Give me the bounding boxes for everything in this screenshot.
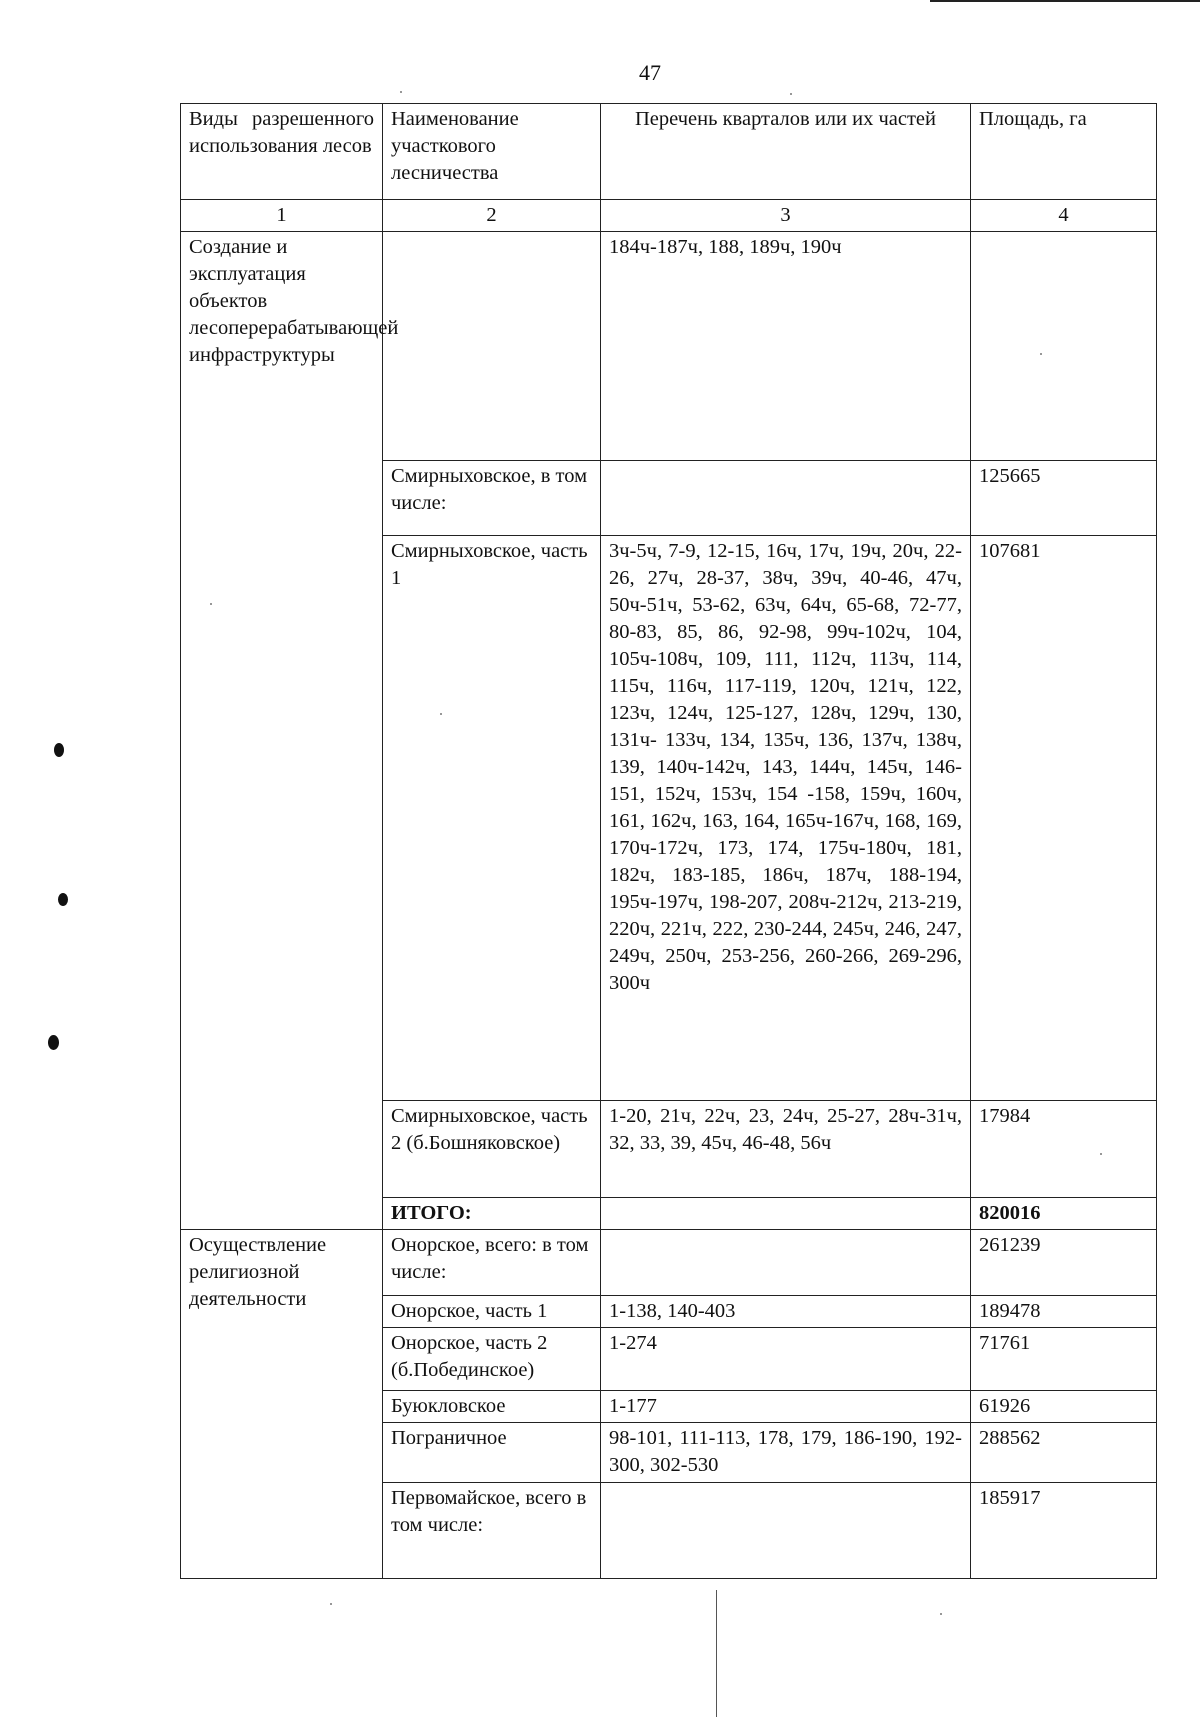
quarters-cell: 184ч-187ч, 188, 189ч, 190ч [601, 232, 971, 461]
column-number-row [181, 200, 1157, 232]
quarters-cell: 1-20, 21ч, 22ч, 23, 24ч, 25-27, 28ч-31ч, 32, 33, 39, 45ч, 46-48, 56ч [601, 1101, 971, 1198]
column-number: 3 [601, 200, 971, 232]
scan-artifact-line [716, 1590, 717, 1717]
scan-dust [1100, 1153, 1102, 1155]
forestry-cell: Буюкловское [383, 1391, 601, 1423]
area-cell: 125665 [971, 461, 1157, 536]
scan-edge-line [930, 0, 1200, 2]
area-cell: 261239 [971, 1230, 1157, 1296]
header-area: Площадь, га [971, 104, 1157, 200]
forestry-cell: Онорское, часть 2 (б.Побединское) [383, 1328, 601, 1391]
area-cell: 189478 [971, 1296, 1157, 1328]
column-number: 1 [181, 200, 383, 232]
forestry-cell: Пограничное [383, 1423, 601, 1483]
scan-dust [1040, 353, 1042, 355]
total-label: ИТОГО: [383, 1198, 601, 1230]
forestry-cell: Онорское, часть 1 [383, 1296, 601, 1328]
scan-dust [210, 603, 212, 605]
header-use-type: Виды разрешенного использования лесов [181, 104, 383, 200]
area-cell [971, 232, 1157, 461]
quarters-cell: 3ч-5ч, 7-9, 12-15, 16ч, 17ч, 19ч, 20ч, 22-26, 27ч, 28-37, 38ч, 39ч, 40-46, 47ч, 50ч-51ч, 53-62, 63ч, 64ч, 65-68, 72-77, 80-83, 85, 86, 92-98, 99ч-102ч, 104, 105ч-108ч, 109, 111, 112ч, 113ч, 114, 115ч, 116ч, 117-119, 120ч, 121ч, 122, 123ч, 124ч, 125-127, 128ч, 129ч, 130, 131ч- 133ч, 134, 135ч, 136, 137ч, 138ч, 139, 140ч-142ч, 143, 144ч, 145ч, 146-151, 152ч, 153ч, 154 -158, 159ч, 160ч, 161, 162ч, 163, 164, 165ч-167ч, 168, 169, 170ч-172ч, 173, 174, 175ч-180ч, 181, 182ч, 183-185, 186ч, 187ч, 188-194, 195ч-197ч, 198-207, 208ч-212ч, 213-219, 220ч, 221ч, 222, 230-244, 245ч, 246, 247, 249ч, 250ч, 253-256, 260-266, 269-296, 300ч [601, 536, 971, 1101]
forestry-cell: Онорское, всего: в том числе: [383, 1230, 601, 1296]
area-cell: 185917 [971, 1483, 1157, 1579]
scan-dust [440, 713, 442, 715]
table-row [181, 232, 1157, 461]
forestry-cell: Смирныховское, часть 2 (б.Бошняковское) [383, 1101, 601, 1198]
quarters-cell [601, 461, 971, 536]
quarters-cell [601, 1483, 971, 1579]
header-forestry-name: Наименование участкового лесничества [383, 104, 601, 200]
table-row [181, 1230, 1157, 1296]
forestry-cell: Первомайское, всего в том числе: [383, 1483, 601, 1579]
column-number: 2 [383, 200, 601, 232]
area-cell: 17984 [971, 1101, 1157, 1198]
area-cell: 61926 [971, 1391, 1157, 1423]
quarters-cell [601, 1230, 971, 1296]
total-area: 820016 [971, 1198, 1157, 1230]
scan-dust [330, 1603, 332, 1605]
use-type-cell: Осуществление религиозной деятельности [181, 1230, 383, 1579]
page-number: 47 [639, 60, 661, 85]
column-number: 4 [971, 200, 1157, 232]
scan-speck [54, 743, 64, 757]
quarters-cell: 98-101, 111-113, 178, 179, 186-190, 192-300, 302-530 [601, 1423, 971, 1483]
forestry-cell: Смирныховское, часть 1 [383, 536, 601, 1101]
scan-speck [48, 1035, 59, 1050]
area-cell: 288562 [971, 1423, 1157, 1483]
forest-use-table [180, 103, 1157, 1579]
quarters-cell: 1-177 [601, 1391, 971, 1423]
forestry-cell: Смирныховское, в том числе: [383, 461, 601, 536]
quarters-cell: 1-274 [601, 1328, 971, 1391]
area-cell: 107681 [971, 536, 1157, 1101]
table-header-row [181, 104, 1157, 200]
area-cell: 71761 [971, 1328, 1157, 1391]
header-quarters-list: Перечень кварталов или их частей [601, 104, 971, 200]
scan-dust [400, 91, 402, 93]
scan-dust [790, 93, 792, 95]
use-type-cell: Создание и эксплуатация объектов лесоперерабатывающей инфраструктуры [181, 232, 383, 1230]
quarters-cell: 1-138, 140-403 [601, 1296, 971, 1328]
forestry-cell [383, 232, 601, 461]
scan-dust [940, 1613, 942, 1615]
scan-speck [58, 893, 68, 906]
quarters-cell [601, 1198, 971, 1230]
